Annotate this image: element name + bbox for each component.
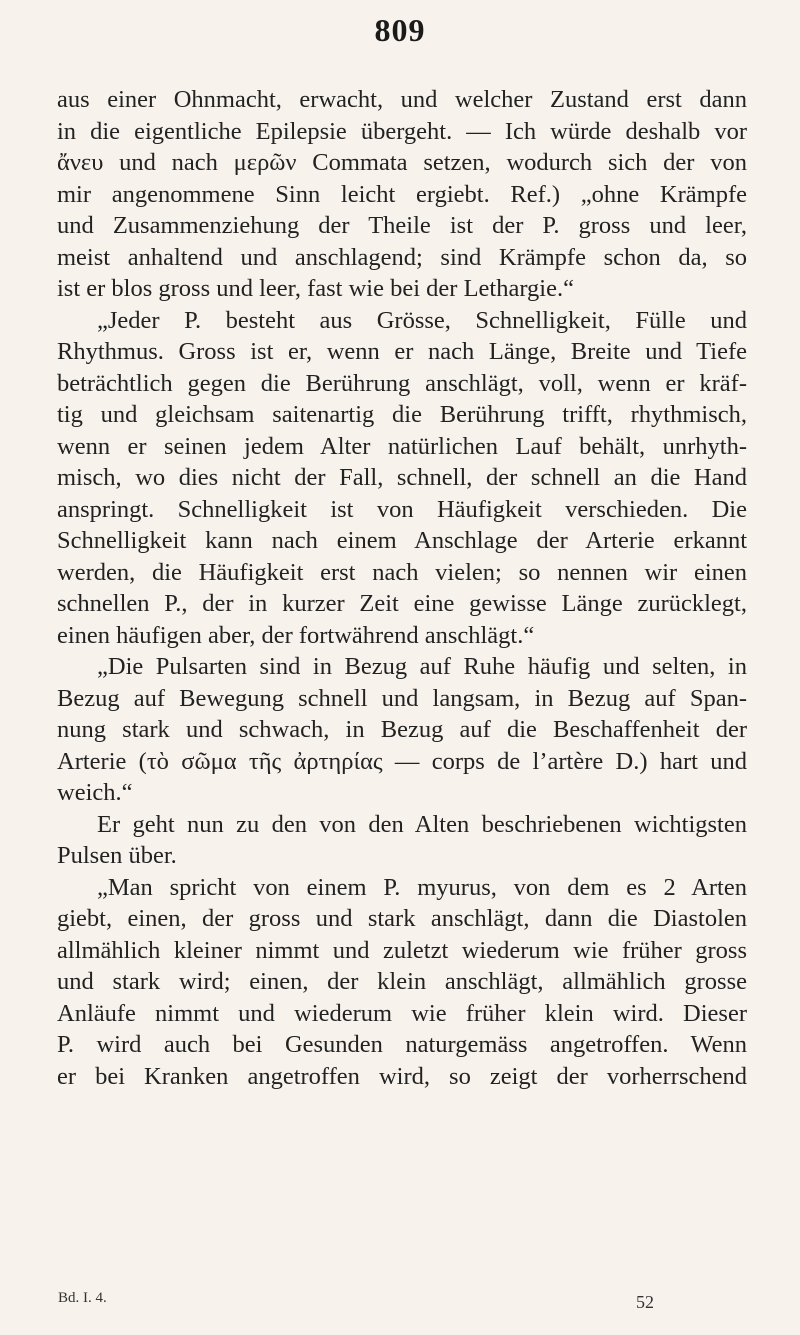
text-line: Bezug auf Bewegung schnell und langsam, in Bezug auf Span- (57, 684, 747, 712)
text-line: Anläufe nimmt und wiederum wie früher klein wird. Dieser (57, 999, 747, 1027)
text-line: Pulsen über. (57, 842, 177, 869)
text-line: Arterie (τὸ σῶμα τῆς ἀρτηρίας — corps de l’artère D.) hart und (57, 747, 747, 775)
body-text (57, 84, 747, 1092)
text-line: „Man spricht von einem P. myurus, von dem es 2 Arten (97, 873, 747, 901)
text-line: ist er blos gross und leer, fast wie bei der Lethargie.“ (57, 275, 574, 302)
text-line: in die eigentliche Epilepsie übergeht. — Ich würde deshalb vor (57, 117, 747, 145)
text-line: P. wird auch bei Gesunden naturgemäss angetroffen. Wenn (57, 1031, 747, 1058)
text-line: wenn er seinen jedem Alter natürlichen Lauf behält, unrhyth- (57, 432, 747, 460)
text-line: allmählich kleiner nimmt und zuletzt wiederum wie früher gross (57, 936, 747, 964)
text-line: giebt, einen, der gross und stark anschlägt, dann die Diastolen (57, 905, 747, 932)
text-line: meist anhaltend und anschlagend; sind Krämpfe schon da, so (57, 243, 747, 271)
text-line: und stark wird; einen, der klein anschlägt, allmählich grosse (57, 968, 747, 995)
paragraph-2 (57, 305, 747, 652)
text-line: ἄνευ und nach μερῶν Commata setzen, wodurch sich der von (57, 149, 747, 176)
text-line: aus einer Ohnmacht, erwacht, und welcher Zustand erst dann (57, 86, 747, 113)
text-line: mir angenommene Sinn leicht ergiebt. Ref.) „ohne Krämpfe (57, 180, 747, 208)
page-number: 809 (374, 12, 426, 48)
text-line: und Zusammenziehung der Theile ist der P. gross und leer, (57, 212, 747, 239)
text-line: Rhythmus. Gross ist er, wenn er nach Länge, Breite und Tiefe (57, 338, 747, 365)
text-line: Schnelligkeit kann nach einem Anschlage der Arterie erkannt (57, 527, 747, 554)
paragraph-4 (57, 809, 747, 872)
text-line: werden, die Häufigkeit erst nach vielen; so nennen wir einen (57, 558, 747, 586)
text-line: nung stark und schwach, in Bezug auf die Beschaffenheit der (57, 716, 747, 743)
text-line: „Die Pulsarten sind in Bezug auf Ruhe häufig und selten, in (97, 653, 747, 680)
paragraph-3 (57, 651, 747, 809)
text-line: misch, wo dies nicht der Fall, schnell, der schnell an die Hand (57, 464, 747, 491)
text-line: anspringt. Schnelligkeit ist von Häufigkeit verschieden. Die (57, 495, 747, 523)
text-line: tig und gleichsam saitenartig die Berührung trifft, rhythmisch, (57, 401, 747, 428)
text-line: Er geht nun zu den von den Alten beschriebenen wichtigsten (97, 810, 747, 838)
text-line: „Jeder P. besteht aus Grösse, Schnelligkeit, Fülle und (97, 306, 747, 334)
text-line: schnellen P., der in kurzer Zeit eine gewisse Länge zurücklegt, (57, 590, 747, 617)
paragraph-1 (57, 84, 747, 305)
text-line: er bei Kranken angetroffen wird, so zeigt der vorherrschend (57, 1062, 747, 1090)
signature-mark: Bd. I. 4. (58, 1290, 107, 1306)
text-line: beträchtlich gegen die Berührung anschlägt, voll, wenn er kräf- (57, 369, 747, 397)
paragraph-5 (57, 872, 747, 1093)
text-line: weich.“ (57, 779, 133, 806)
sheet-number: 52 (636, 1292, 654, 1312)
text-line: einen häufigen aber, der fortwährend anschlägt.“ (57, 621, 535, 649)
